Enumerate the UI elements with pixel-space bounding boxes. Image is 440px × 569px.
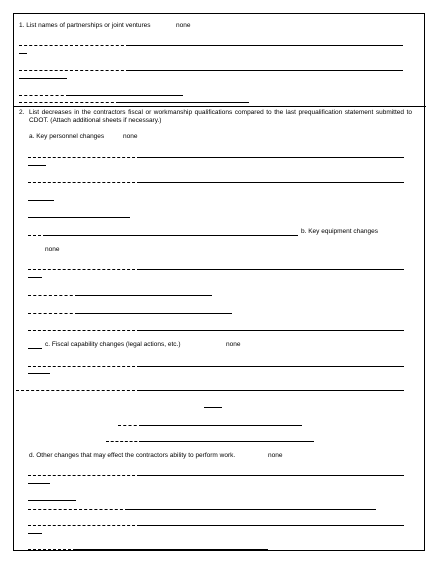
q2d-answer: none xyxy=(268,452,283,459)
q2c-line-2-dashed xyxy=(16,390,140,391)
q2a-line-2-dashed xyxy=(28,182,140,183)
q2-instructions: List decreases in the contractors fiscal or workmanship qualifications compared to the last prequalification statement submitted to CDOT. (Attach additional sheets if necessary.) xyxy=(29,109,412,124)
q2d-line-3-dashed xyxy=(28,509,128,510)
q2c-line-4-dashed xyxy=(118,425,142,426)
q2b-line-2-dashed xyxy=(28,295,78,296)
q2d-line-2[interactable] xyxy=(28,500,76,501)
q2b-line-3-dashed xyxy=(28,313,78,314)
q2d-line-4-dashed xyxy=(28,525,140,526)
q1-label: 1. List names of partnerships or joint ventures xyxy=(19,22,151,29)
q2c-line-5-dashed xyxy=(106,441,142,442)
section-divider xyxy=(13,106,426,107)
q2b-line-1[interactable] xyxy=(140,269,404,270)
q1-line-2-dashed xyxy=(19,70,129,71)
q2c-line-5[interactable] xyxy=(142,441,314,442)
q2a-line-1-cont xyxy=(28,165,46,166)
q2c-line-4[interactable] xyxy=(142,425,302,426)
q2d-line-4[interactable] xyxy=(140,525,404,526)
q2b-line-4-dashed xyxy=(28,330,140,331)
q2b-line-3[interactable] xyxy=(78,313,232,314)
form-border xyxy=(13,13,425,551)
q2d-line-4-cont xyxy=(28,533,42,534)
q2b-line-1-cont xyxy=(28,277,42,278)
q2b-line-1-dashed xyxy=(28,269,140,270)
q2c-line-2[interactable] xyxy=(140,390,404,391)
q2a-line-1-dashed xyxy=(28,157,140,158)
q1-line-4-dashed xyxy=(19,102,119,103)
q2a-line-5[interactable] xyxy=(46,235,298,236)
q1-line-3-dashed xyxy=(19,95,69,96)
q2d-line-3[interactable] xyxy=(128,509,376,510)
q1-line-2[interactable] xyxy=(129,70,403,71)
q2a-label: a. Key personnel changes xyxy=(29,133,105,140)
q2d-label: d. Other changes that may effect the contractors ability to perform work. xyxy=(29,452,236,459)
q2d-line-5[interactable] xyxy=(76,549,268,550)
q2d-line-5-dashed xyxy=(28,549,76,550)
q2c-answer: none xyxy=(226,341,241,348)
q1-line-1[interactable] xyxy=(129,45,403,46)
q2a-line-4[interactable] xyxy=(28,217,130,218)
q2c-prefix-line[interactable] xyxy=(28,348,42,349)
q2c-line-1[interactable] xyxy=(140,366,404,367)
q1-answer: none xyxy=(176,22,191,29)
q1-line-2-cont xyxy=(19,78,67,79)
q2b-answer: none xyxy=(45,246,60,253)
q2b-line-2[interactable] xyxy=(78,295,212,296)
q2d-line-1-dashed xyxy=(28,475,140,476)
q2c-line-3[interactable] xyxy=(204,407,222,408)
q2c-line-1-cont xyxy=(28,373,50,374)
q2a-line-1[interactable] xyxy=(140,157,404,158)
q2a-line-2[interactable] xyxy=(140,182,404,183)
q1-line-3[interactable] xyxy=(69,95,183,96)
q2a-line-3[interactable] xyxy=(28,200,54,201)
q2b-line-4[interactable] xyxy=(140,330,404,331)
q2b-label: b. Key equipment changes xyxy=(301,228,378,235)
q2a-answer: none xyxy=(123,133,138,140)
q1-line-1-dashed xyxy=(19,45,129,46)
q1-line-4[interactable] xyxy=(119,102,249,103)
q1-line-1-cont xyxy=(19,53,27,54)
q2-number: 2. xyxy=(19,109,25,116)
q2d-line-1[interactable] xyxy=(140,475,404,476)
q2c-label: c. Fiscal capability changes (legal actions, etc.) xyxy=(45,341,181,348)
q2d-line-1-cont xyxy=(28,483,50,484)
q2c-line-1-dashed xyxy=(28,366,140,367)
q2a-line-5-dashed xyxy=(28,235,46,236)
